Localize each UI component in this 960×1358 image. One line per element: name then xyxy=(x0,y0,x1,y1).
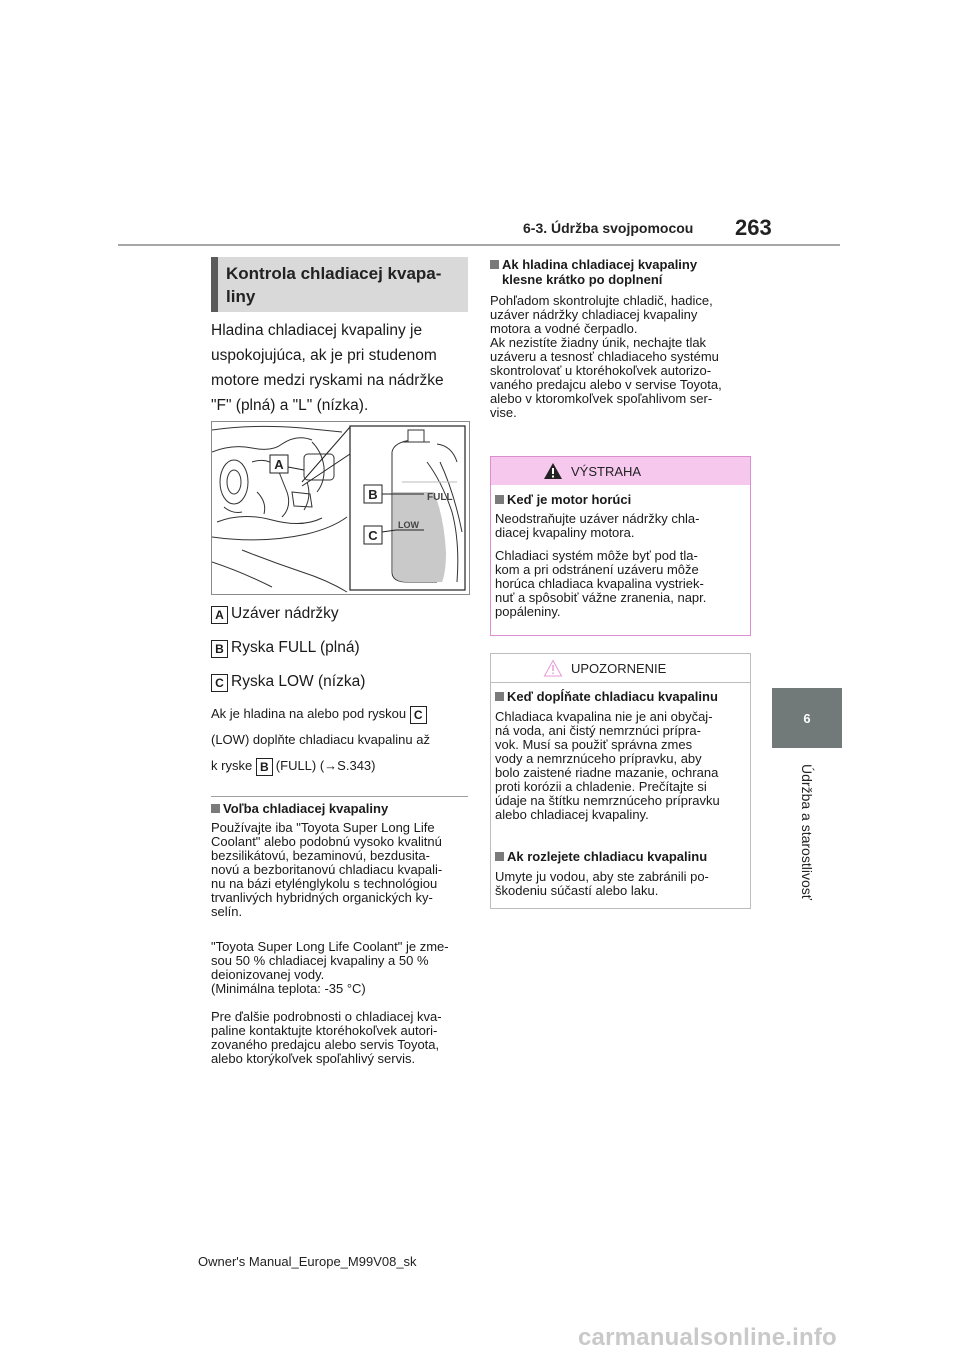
refill-note-line1: Ak je hladina na alebo pod ryskou C xyxy=(211,706,430,724)
caution-triangle-icon xyxy=(543,659,563,677)
caution-p1: Chladiaca kvapalina nie je ani obyčaj- ná voda, ani čistý nemrznúci prípra- vok. Musí sa použiť správna zmes vody a nemrznúceho prípravku, aby bolo zaistené riadne mazanie, ochrana proti korózii a chladenie. Prečítajte si údaje na štítku nemrznúceho prípravku alebo chladiacej kvapaliny. xyxy=(495,709,720,822)
refill-note-line3: k ryske B (FULL) (→S.343) xyxy=(211,758,376,774)
engine-bay-illustration xyxy=(212,422,469,594)
caution-subheading-2: Ak rozlejete chladiacu kvapalinu xyxy=(495,849,707,864)
callout-text: Ryska LOW (nízka) xyxy=(231,673,366,690)
caution-p2: Umyte ju vodou, aby ste zabránili po- škodeniu súčastí alebo laku. xyxy=(495,869,709,898)
header-rule xyxy=(118,244,840,246)
coolant-choice-p3: Pre ďalšie podrobnosti o chladiacej kva- paline kontaktujte ktoréhokoľvek autori- zovaného predajcu alebo servis Toyota, alebo ktorýkoľvek spoľahlivý servis. xyxy=(211,1009,442,1066)
square-bullet-icon xyxy=(495,495,504,504)
warning-p2: Chladiaci systém môže byť pod tla- kom a pri odstránení uzáveru môže horúca chladiaca kvapalina vystriek- nuť a spôsobiť vážne zranenia, napr. popáleniny. xyxy=(495,548,707,619)
refill-note-line2: (LOW) doplňte chladiacu kvapalinu až xyxy=(211,732,430,747)
caution-title: UPOZORNENIE xyxy=(571,661,667,676)
coolant-choice-heading: Voľba chladiacej kvapaliny xyxy=(211,801,388,816)
intro-text xyxy=(211,318,471,418)
drop-body: Pohľadom skontrolujte chladič, hadice, uzáver nádržky chladiacej kvapaliny motora a vodné čerpadlo. Ak nezistíte žiadny únik, nechajte tlak uzáveru a tesnosť chladiaceho systému skontrolovať u ktoréhokoľvek autorizo- vaného predajcu alebo v servise Toyota, alebo v ktoromkoľvek spoľahlivom ser- vise. xyxy=(490,293,722,420)
figure-full-text: FULL xyxy=(427,492,453,503)
coolant-choice-p2: "Toyota Super Long Life Coolant" je zme- sou 50 % chladiacej kvapaliny a 50 % deionizovanej vody. (Minimálna teplota: -35 °C) xyxy=(211,939,449,996)
intro-line: "F" (plná) a "L" (nízka). xyxy=(211,397,369,414)
section-divider xyxy=(211,796,468,797)
section-title: 6-3. Údržba svojpomocou xyxy=(523,220,694,236)
square-bullet-icon xyxy=(495,692,504,701)
square-bullet-icon xyxy=(490,260,499,269)
chapter-label-text: Údržba a starostlivosť xyxy=(799,764,815,900)
square-bullet-icon xyxy=(211,804,220,813)
warning-p1: Neodstraňujte uzáver nádržky chla- diacej kvapaliny motora. xyxy=(495,511,700,540)
section-heading-text: Kontrola chladiacej kvapa- liny xyxy=(226,264,442,306)
chapter-label xyxy=(747,757,867,907)
note-tag: B xyxy=(256,758,273,776)
warning-title: VÝSTRAHA xyxy=(571,464,642,479)
callout-tag: C xyxy=(211,674,228,692)
figure-label-b: B xyxy=(368,487,378,502)
intro-line: uspokojujúca, ak je pri studenom xyxy=(211,347,437,364)
caution-box xyxy=(490,653,751,909)
page-reference-link[interactable]: (FULL) (→S.343) xyxy=(275,758,376,773)
warning-box xyxy=(490,456,751,636)
callout-tag: A xyxy=(211,606,228,624)
intro-line: Hladina chladiacej kvapaliny je xyxy=(211,322,423,339)
drop-heading: Ak hladina chladiacej kvapaliny klesne krátko po doplnení xyxy=(490,257,752,287)
page-number: 263 xyxy=(735,215,772,240)
heading-bar xyxy=(211,257,218,312)
callout-c xyxy=(211,672,365,692)
callout-tag: B xyxy=(211,640,228,658)
callout-a xyxy=(211,604,339,624)
note-tag: C xyxy=(410,706,427,724)
callout-text: Uzáver nádržky xyxy=(231,605,339,622)
coolant-reservoir-figure xyxy=(211,421,470,595)
section-heading xyxy=(211,257,468,312)
caution-header xyxy=(491,654,750,683)
figure-label-c: C xyxy=(368,528,378,543)
figure-low-text: LOW xyxy=(398,520,419,530)
coolant-choice-p1: Používajte iba "Toyota Super Long Life Coolant" alebo podobnú vysoko kvalitnú bezsilikátovú, bezaminovú, bezdusita- novú a bezboritanovú chladiacu kvapali- nu na bázi etylénglykolu s technológiou trvanlivých hybridných organických ky- selín. xyxy=(211,820,443,919)
callout-text: Ryska FULL (plná) xyxy=(231,639,360,656)
caution-subheading-1: Keď dopĺňate chladiacu kvapalinu xyxy=(495,689,718,704)
square-bullet-icon xyxy=(495,852,504,861)
footer: Owner's Manual_Europe_M99V08_sk xyxy=(198,1254,417,1269)
warning-subheading: Keď je motor horúci xyxy=(495,492,631,507)
watermark: carmanualsonline.info xyxy=(578,1324,837,1351)
callout-b xyxy=(211,638,360,658)
chapter-tab: 6 xyxy=(772,688,842,748)
figure-label-a: A xyxy=(274,457,284,472)
warning-header xyxy=(491,457,750,485)
warning-triangle-icon xyxy=(543,462,563,480)
intro-line: motore medzi ryskami na nádržke xyxy=(211,372,444,389)
